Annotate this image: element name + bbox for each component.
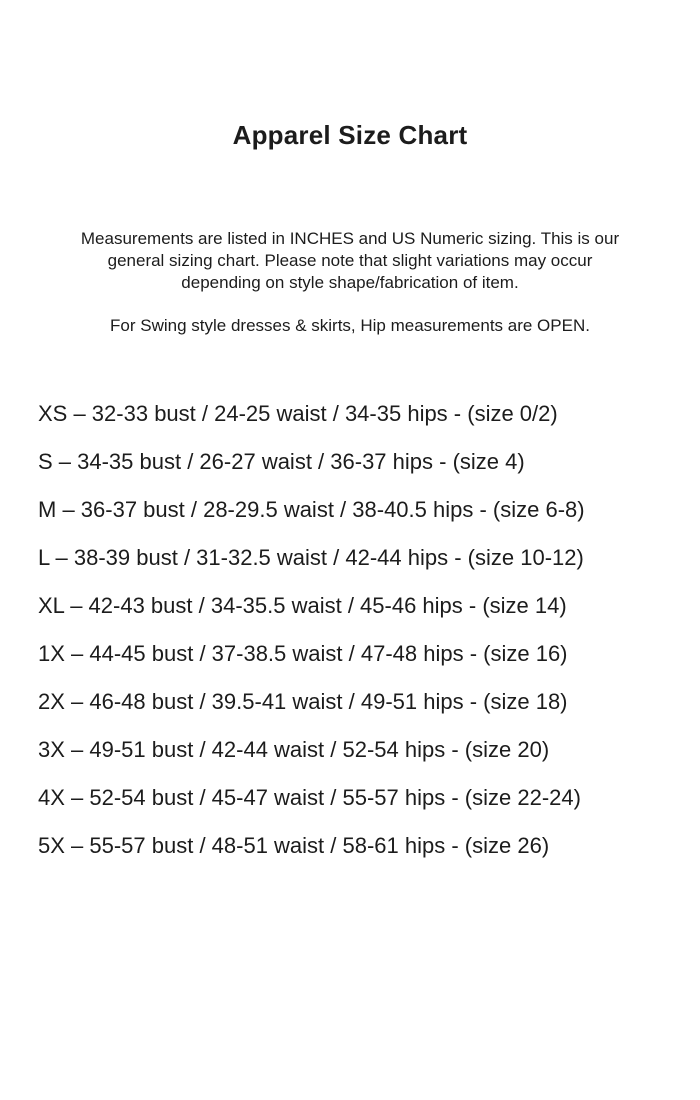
swing-style-note: For Swing style dresses & skirts, Hip measurements are OPEN. bbox=[110, 316, 590, 335]
size-row-5x: 5X – 55-57 bust / 48-51 waist / 58-61 hips - (size 26) bbox=[38, 833, 550, 858]
intro-paragraph bbox=[0, 228, 700, 294]
size-list bbox=[0, 390, 700, 870]
page-title: Apparel Size Chart bbox=[232, 120, 468, 150]
size-row-2x: 2X – 46-48 bust / 39.5-41 waist / 49-51 hips - (size 18) bbox=[38, 689, 568, 714]
intro-line: general sizing chart. Please note that slight variations may occur bbox=[107, 251, 593, 270]
size-row-1x: 1X – 44-45 bust / 37-38.5 waist / 47-48 hips - (size 16) bbox=[38, 641, 568, 666]
intro-line: Measurements are listed in INCHES and US Numeric sizing. This is our bbox=[80, 229, 620, 248]
size-row-4x: 4X – 52-54 bust / 45-47 waist / 55-57 hips - (size 22-24) bbox=[38, 785, 581, 810]
size-row-s: S – 34-35 bust / 26-27 waist / 36-37 hips - (size 4) bbox=[38, 449, 525, 474]
size-row-3x: 3X – 49-51 bust / 42-44 waist / 52-54 hips - (size 20) bbox=[38, 737, 550, 762]
size-row-l: L – 38-39 bust / 31-32.5 waist / 42-44 hips - (size 10-12) bbox=[38, 545, 584, 570]
intro-line: depending on style shape/fabrication of item. bbox=[181, 273, 519, 292]
size-row-xl: XL – 42-43 bust / 34-35.5 waist / 45-46 hips - (size 14) bbox=[38, 593, 567, 618]
size-row-m: M – 36-37 bust / 28-29.5 waist / 38-40.5 hips - (size 6-8) bbox=[38, 497, 585, 522]
size-row-xs: XS – 32-33 bust / 24-25 waist / 34-35 hips - (size 0/2) bbox=[38, 401, 558, 426]
